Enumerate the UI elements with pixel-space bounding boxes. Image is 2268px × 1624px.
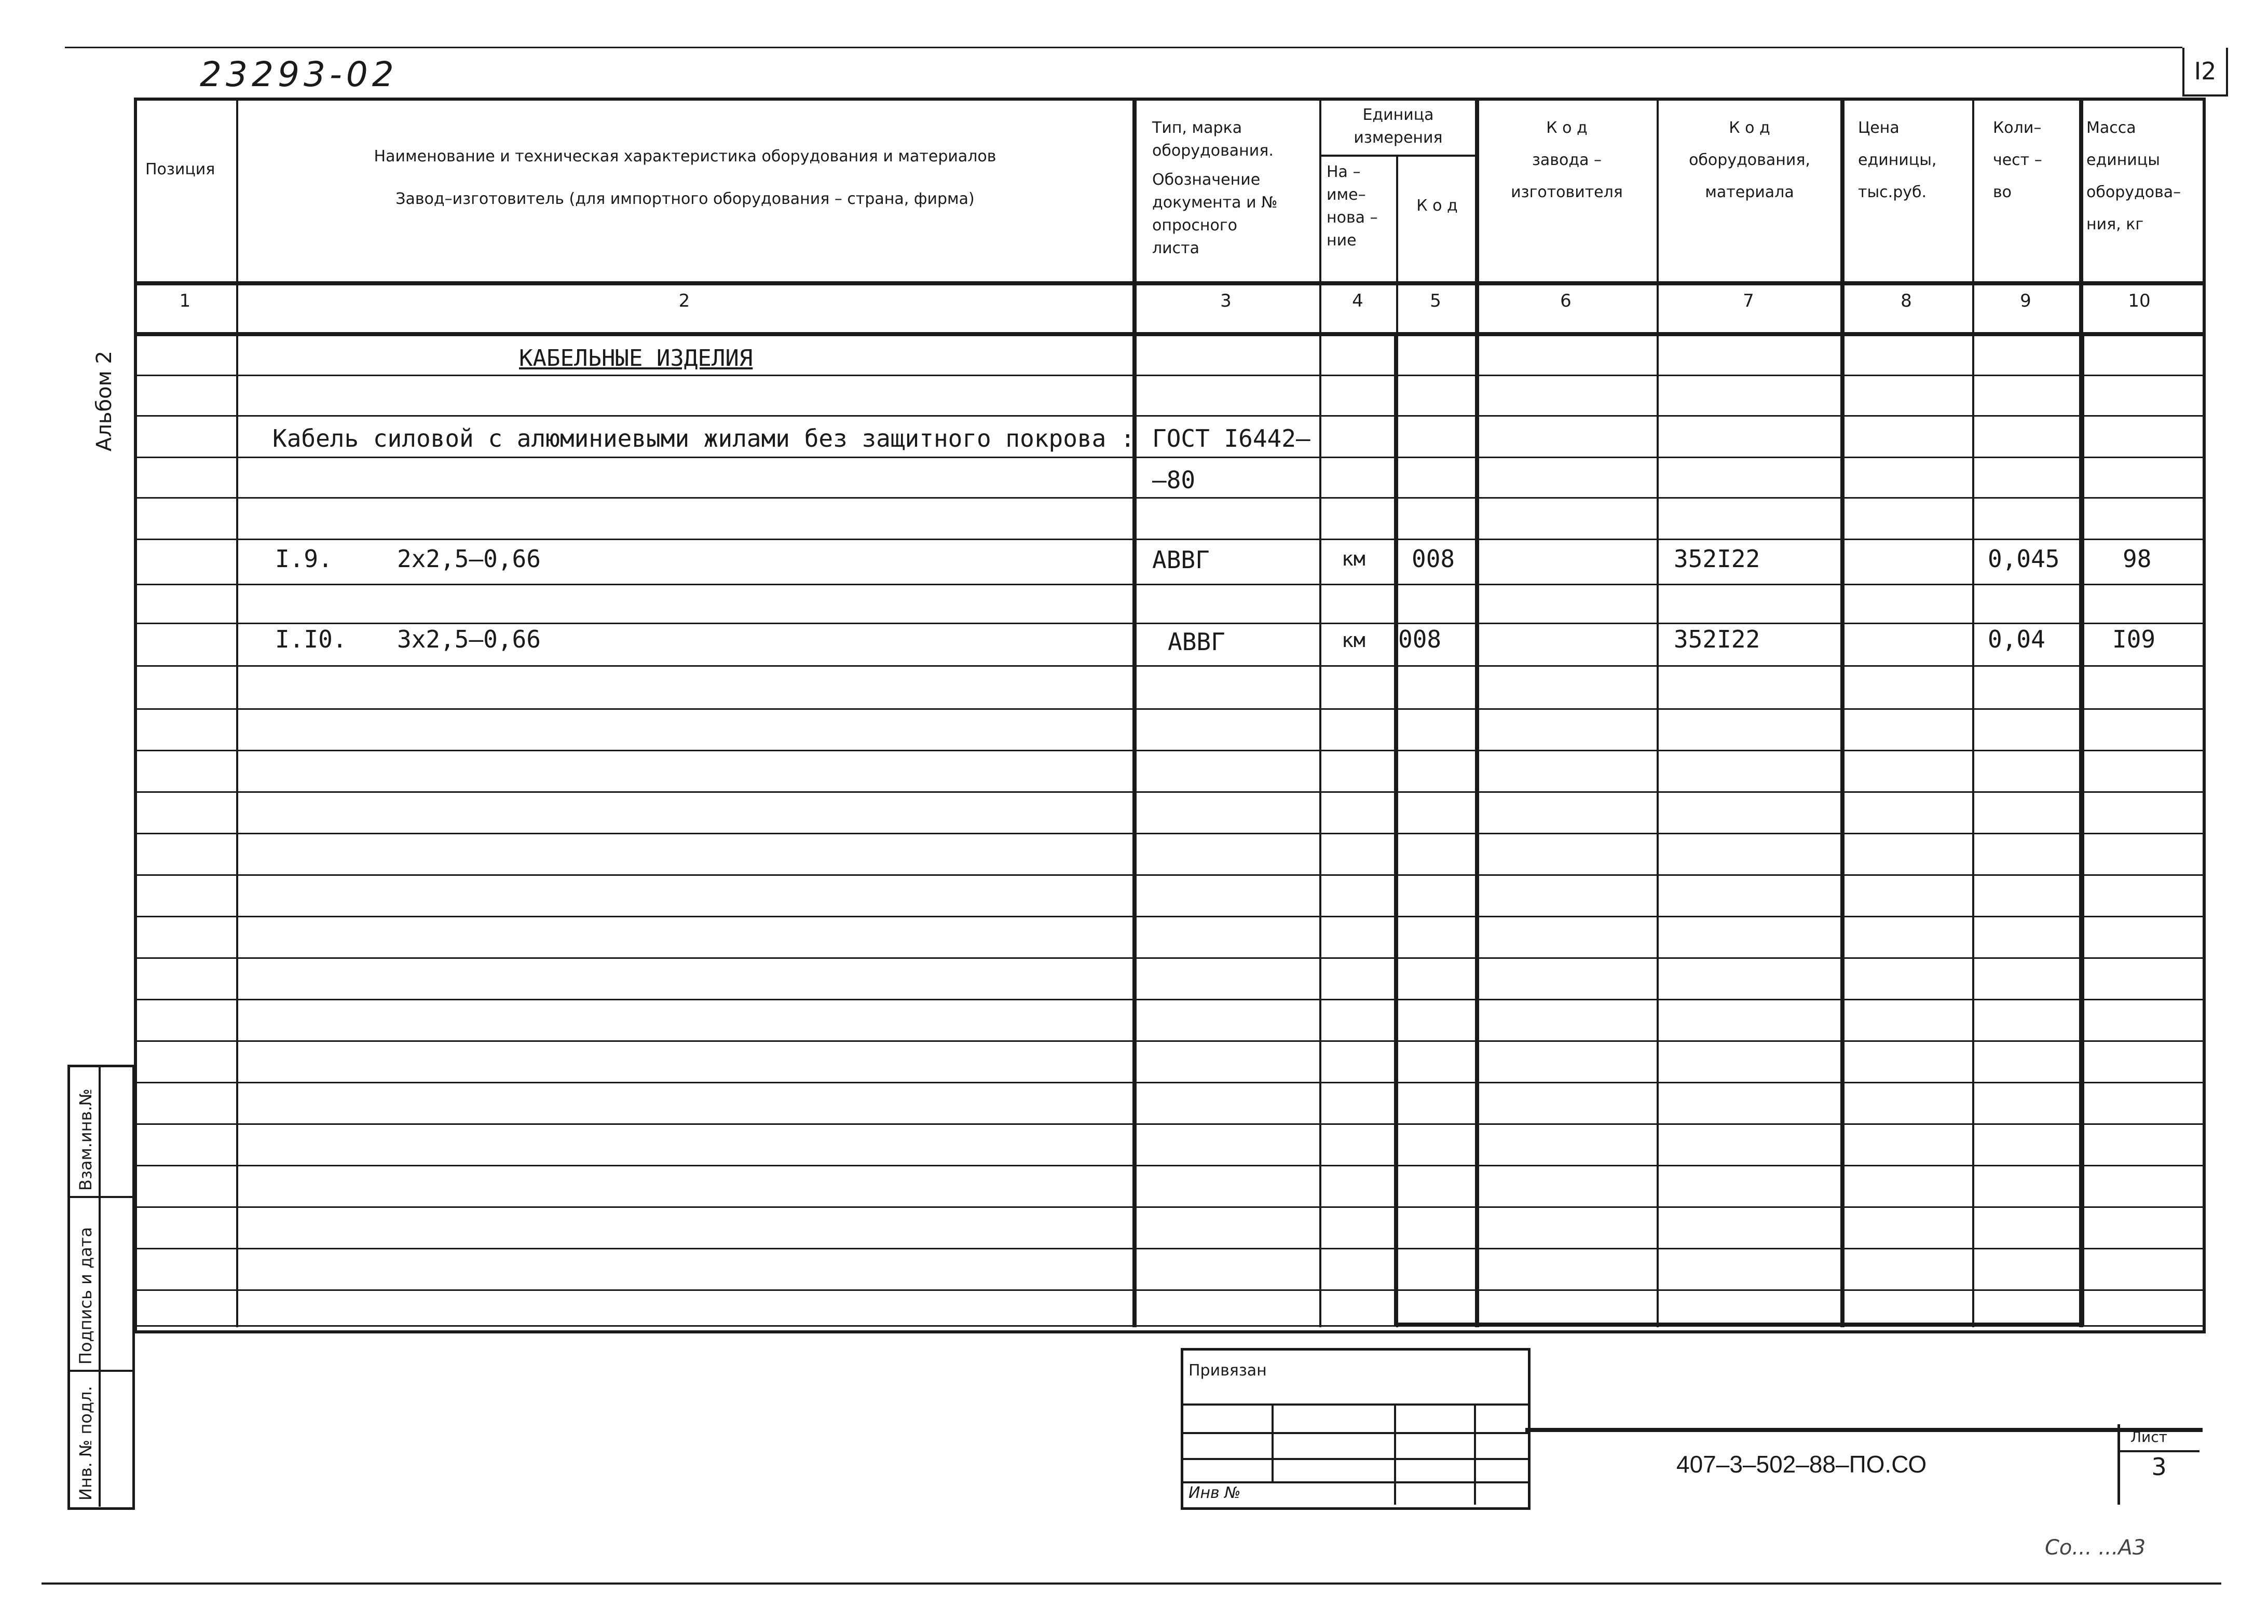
col-divider-1 [236, 98, 238, 1327]
header-mass-line4: ния, кг [2086, 215, 2144, 233]
header-factory-code [1477, 117, 1657, 204]
header-factory-code-line3: изготовителя [1511, 183, 1623, 201]
row-position: I.I0. [275, 625, 347, 653]
header-unit-line1: Единица [1362, 106, 1434, 124]
header-quantity-line1: Коли– [1993, 119, 2042, 137]
row-quantity: 0,04 [1988, 625, 2045, 653]
code-columns-box [1394, 334, 2084, 1326]
unit-group-divider [1319, 155, 1475, 157]
row-mass: I09 [2112, 625, 2156, 653]
binding-vline1 [1272, 1403, 1274, 1481]
header-name-line2: Завод–изготовитель (для импортного оборудования – страна, фирма) [395, 190, 975, 208]
sheet-box-line [2117, 1450, 2199, 1452]
header-position: Позиция [145, 160, 215, 178]
header-factory-code-line1: К о д [1546, 119, 1588, 137]
header-type-line2: оборудования. [1152, 142, 1274, 160]
header-type-line5: опросного [1152, 216, 1237, 235]
inv-number-label: Инв № [1188, 1484, 1241, 1502]
column-number-2: 2 [678, 291, 690, 311]
header-price [1858, 117, 1972, 204]
column-number-7: 7 [1743, 291, 1754, 311]
row-unit-code: 008 [1412, 545, 1455, 573]
column-number-9: 9 [2020, 291, 2031, 311]
column-number-6: 6 [1560, 291, 1572, 311]
header-type [1152, 117, 1318, 260]
col-divider-3 [1319, 98, 1321, 1327]
row-unit: км [1342, 629, 1365, 652]
designation-top-line [1525, 1428, 2203, 1432]
header-quantity-line3: во [1993, 183, 2012, 201]
column-number-8: 8 [1901, 291, 1912, 311]
binding-line1 [1181, 1403, 1528, 1406]
row-material-code: 352I22 [1674, 625, 1760, 653]
doc-number: 23293-02 [200, 54, 398, 94]
header-type-line6: листа [1152, 239, 1200, 257]
bottom-border-line [42, 1582, 2221, 1585]
column-number-5: 5 [1430, 291, 1441, 311]
header-price-line2: единицы, [1858, 151, 1937, 169]
header-unit-name-line2: име– [1327, 186, 1366, 204]
row-unit: км [1342, 547, 1365, 570]
header-mass [2086, 117, 2201, 236]
sheet-number: 3 [2151, 1453, 2167, 1481]
header-factory-code-line2: завода – [1532, 151, 1602, 169]
row-mass: 98 [2123, 545, 2152, 573]
side-stamp-vline [99, 1065, 101, 1507]
binding-vline3 [1474, 1403, 1476, 1505]
side-stamp-podpis: Подпись и дата [76, 1227, 95, 1365]
column-number-1: 1 [179, 291, 191, 311]
side-stamp-line2 [67, 1370, 134, 1372]
header-name-line1: Наименование и техническая характеристика оборудования и материалов [374, 147, 996, 166]
side-stamp-inv: Инв. № подл. [76, 1386, 95, 1501]
footer-note: Co... ...A3 [2045, 1536, 2146, 1560]
row-quantity: 0,045 [1988, 545, 2060, 573]
col-divider-2 [1132, 98, 1137, 1327]
header-unit-group [1321, 104, 1475, 149]
header-material-code-line2: оборудования, [1689, 151, 1810, 169]
header-type-line4: документа и № [1152, 194, 1278, 212]
cable-description: Кабель силовой с алюминиевыми жилами без защитного покрова : [272, 424, 1135, 452]
top-border-line [65, 47, 2182, 48]
header-unit-code: К о д [1416, 197, 1458, 215]
header-unit-name-line3: нова – [1327, 209, 1378, 227]
row-material-code: 352I22 [1674, 545, 1760, 573]
binding-line3 [1181, 1458, 1528, 1460]
header-unit-name-line1: На – [1327, 163, 1361, 181]
column-number-3: 3 [1220, 291, 1232, 311]
binding-vline2 [1394, 1403, 1396, 1505]
header-unit-name-line4: ние [1327, 231, 1357, 250]
page-number: I2 [2194, 57, 2217, 85]
standard-line1: ГОСТ I6442– [1152, 424, 1310, 452]
binding-line2 [1181, 1432, 1528, 1434]
header-type-line1: Тип, марка [1152, 119, 1242, 137]
album-label: Альбом 2 [92, 351, 116, 451]
row-spec: 3x2,5–0,66 [397, 625, 541, 653]
header-mass-line2: единицы [2086, 151, 2160, 169]
row-position: I.9. [275, 545, 333, 573]
row-type: АВВГ [1152, 546, 1210, 574]
header-price-line1: Цена [1858, 119, 1900, 137]
row-unit-code: 008 [1398, 625, 1442, 653]
side-stamp-line1 [67, 1196, 134, 1198]
header-bottom-line [134, 281, 2203, 285]
header-price-line3: тыс.руб. [1858, 183, 1927, 201]
header-material-code [1659, 117, 1840, 204]
binding-label: Привязан [1188, 1361, 1267, 1380]
header-quantity [1993, 117, 2076, 204]
header-mass-line1: Масса [2086, 119, 2136, 137]
header-material-code-line1: К о д [1729, 119, 1770, 137]
header-material-code-line3: материала [1705, 183, 1794, 201]
standard-line2: –80 [1152, 466, 1196, 494]
header-unit-name [1327, 161, 1394, 252]
header-quantity-line2: чест – [1993, 151, 2042, 169]
row-spec: 2x2,5–0,66 [397, 545, 541, 573]
header-mass-line3: оборудова– [2086, 183, 2181, 201]
sheet-label: Лист [2130, 1428, 2167, 1446]
header-unit-line2: измерения [1354, 129, 1443, 147]
section-title: КАБЕЛЬНЫЕ ИЗДЕЛИЯ [519, 345, 753, 371]
side-stamp-vzam: Взам.инв.№ [76, 1089, 95, 1191]
designation: 407–3–502–88–ПО.СО [1676, 1451, 1927, 1478]
column-number-4: 4 [1352, 291, 1363, 311]
row-type: АВВГ [1168, 628, 1225, 656]
column-number-10: 10 [2128, 291, 2151, 311]
header-type-line3: Обозначение [1152, 171, 1261, 189]
